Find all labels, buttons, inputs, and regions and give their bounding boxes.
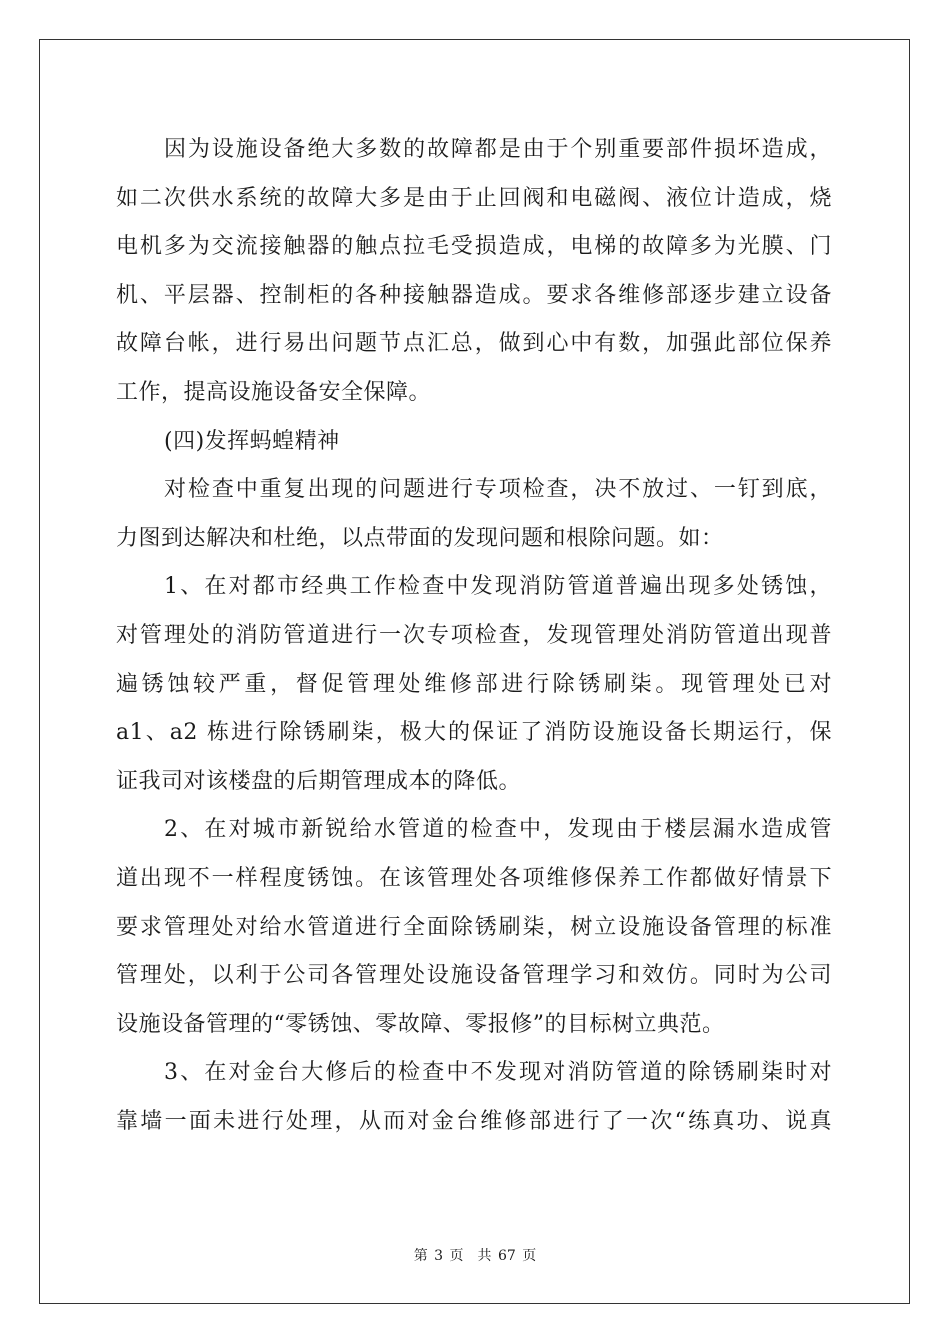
paragraph-1-line-4: 机、平层器、控制柜的各种接触器造成。要求各维修部逐步建立设备	[116, 282, 832, 308]
item-1-line-2: 对管理处的消防管道进行一次专项检查，发现管理处消防管道出现普	[116, 622, 832, 648]
page-number: 第 3 页	[413, 1248, 464, 1264]
item-3-line-2: 靠墙一面未进行处理，从而对金台维修部进行了一次“练真功、说真	[116, 1108, 832, 1134]
page-total: 共 67 页	[477, 1248, 537, 1264]
item-1-line-5: 证我司对该楼盘的后期管理成本的降低。	[116, 768, 522, 794]
paragraph-1-line-5: 故障台帐，进行易出问题节点汇总，做到心中有数，加强此部位保养	[116, 331, 832, 357]
paragraph-1-line-1: 因为设施设备绝大多数的故障都是由于个别重要部件损坏造成，	[164, 137, 832, 162]
item-2-line-2: 道出现不一样程度锈蚀。在该管理处各项维修保养工作都做好情景下	[116, 865, 832, 891]
paragraph-2-line-2: 力图到达解决和杜绝，以点带面的发现问题和根除问题。如：	[116, 525, 724, 551]
paragraph-1-line-3: 电机多为交流接触器的触点拉毛受损造成，电梯的故障多为光膜、门	[116, 234, 832, 260]
item-2-line-5: 设施设备管理的“零锈蚀、零故障、零报修”的目标树立典范。	[116, 1011, 725, 1037]
document-body	[116, 126, 832, 1146]
item-1-line-3: 遍锈蚀较严重，督促管理处维修部进行除锈刷柒。现管理处已对	[116, 671, 832, 697]
paragraph-1-line-2: 如二次供水系统的故障大多是由于止回阀和电磁阀、液位计造成，烧	[116, 185, 832, 211]
page-footer	[0, 1245, 950, 1265]
item-1-line-1: 1、在对都市经典工作检查中发现消防管道普遍出现多处锈蚀，	[164, 574, 832, 600]
item-2-line-4: 管理处，以利于公司各管理处设施设备管理学习和效仿。同时为公司	[116, 963, 832, 989]
section-heading: (四)发挥蚂蝗精神	[164, 428, 340, 454]
item-1-line-4: a1、a2 栋进行除锈刷柒，极大的保证了消防设施设备长期运行，保	[116, 720, 832, 746]
paragraph-1-line-6: 工作，提高设施设备安全保障。	[116, 379, 432, 405]
item-2-line-1: 2、在对城市新锐给水管道的检查中，发现由于楼层漏水造成管	[164, 817, 832, 843]
paragraph-2-line-1: 对检查中重复出现的问题进行专项检查，决不放过、一钉到底，	[164, 477, 832, 503]
item-3-line-1: 3、在对金台大修后的检查中不发现对消防管道的除锈刷柒时对	[164, 1060, 832, 1086]
item-2-line-3: 要求管理处对给水管道进行全面除锈刷柒，树立设施设备管理的标准	[116, 914, 832, 940]
